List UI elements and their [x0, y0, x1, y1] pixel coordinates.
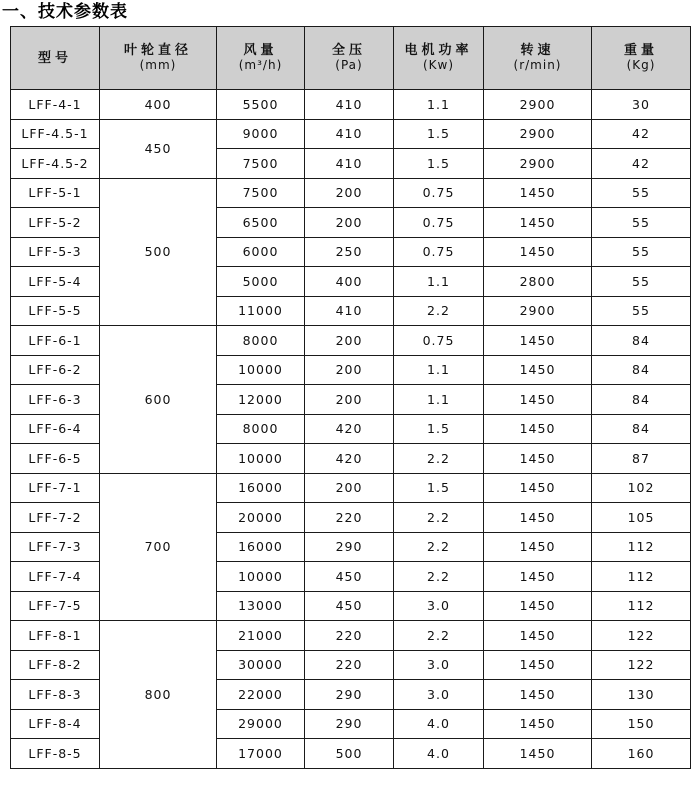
- cell-flow: 17000: [217, 739, 305, 769]
- cell-flow: 10000: [217, 562, 305, 592]
- cell-speed: 1450: [484, 385, 592, 415]
- table-row: [11, 621, 691, 651]
- cell-model: LFF-7-2: [11, 503, 100, 533]
- cell-power: 1.1: [394, 267, 484, 297]
- cell-weight: 112: [592, 591, 691, 621]
- cell-power: 1.1: [394, 385, 484, 415]
- header-diameter: 叶轮直径 (mm): [100, 27, 217, 90]
- cell-model: LFF-5-2: [11, 208, 100, 238]
- spec-table: [10, 26, 691, 769]
- cell-pressure: 400: [305, 267, 394, 297]
- cell-pressure: 250: [305, 237, 394, 267]
- cell-power: 1.5: [394, 473, 484, 503]
- cell-speed: 1450: [484, 532, 592, 562]
- cell-speed: 1450: [484, 355, 592, 385]
- cell-flow: 20000: [217, 503, 305, 533]
- header-power: 电机功率 (Kw): [394, 27, 484, 90]
- cell-speed: 1450: [484, 473, 592, 503]
- cell-model: LFF-7-3: [11, 532, 100, 562]
- cell-model: LFF-8-3: [11, 680, 100, 710]
- cell-power: 2.2: [394, 532, 484, 562]
- cell-pressure: 200: [305, 385, 394, 415]
- cell-power: 2.2: [394, 444, 484, 474]
- cell-model: LFF-8-4: [11, 709, 100, 739]
- cell-pressure: 290: [305, 532, 394, 562]
- cell-flow: 7500: [217, 149, 305, 179]
- cell-flow: 11000: [217, 296, 305, 326]
- cell-flow: 8000: [217, 326, 305, 356]
- cell-pressure: 500: [305, 739, 394, 769]
- cell-model: LFF-5-3: [11, 237, 100, 267]
- cell-weight: 87: [592, 444, 691, 474]
- cell-model: LFF-7-4: [11, 562, 100, 592]
- cell-flow: 10000: [217, 444, 305, 474]
- cell-speed: 1450: [484, 414, 592, 444]
- cell-flow: 12000: [217, 385, 305, 415]
- table-row: [11, 90, 691, 120]
- cell-pressure: 420: [305, 444, 394, 474]
- cell-speed: 1450: [484, 562, 592, 592]
- cell-pressure: 450: [305, 591, 394, 621]
- cell-weight: 84: [592, 326, 691, 356]
- cell-pressure: 450: [305, 562, 394, 592]
- cell-flow: 10000: [217, 355, 305, 385]
- cell-weight: 112: [592, 562, 691, 592]
- cell-diameter: 450: [100, 119, 217, 178]
- cell-diameter: 800: [100, 621, 217, 769]
- cell-flow: 16000: [217, 532, 305, 562]
- cell-weight: 55: [592, 208, 691, 238]
- cell-weight: 42: [592, 119, 691, 149]
- cell-model: LFF-5-4: [11, 267, 100, 297]
- cell-flow: 30000: [217, 650, 305, 680]
- table-row: [11, 178, 691, 208]
- cell-power: 3.0: [394, 680, 484, 710]
- cell-weight: 122: [592, 650, 691, 680]
- cell-pressure: 200: [305, 355, 394, 385]
- header-model: 型号: [11, 27, 100, 90]
- cell-weight: 84: [592, 385, 691, 415]
- cell-model: LFF-4.5-1: [11, 119, 100, 149]
- cell-flow: 6000: [217, 237, 305, 267]
- cell-pressure: 220: [305, 621, 394, 651]
- cell-flow: 16000: [217, 473, 305, 503]
- cell-flow: 6500: [217, 208, 305, 238]
- cell-power: 3.0: [394, 650, 484, 680]
- cell-power: 1.5: [394, 149, 484, 179]
- cell-power: 0.75: [394, 326, 484, 356]
- cell-power: 2.2: [394, 503, 484, 533]
- cell-model: LFF-6-5: [11, 444, 100, 474]
- cell-weight: 30: [592, 90, 691, 120]
- cell-speed: 1450: [484, 621, 592, 651]
- cell-model: LFF-6-3: [11, 385, 100, 415]
- cell-diameter: 700: [100, 473, 217, 621]
- cell-speed: 1450: [484, 650, 592, 680]
- cell-speed: 1450: [484, 178, 592, 208]
- cell-weight: 112: [592, 532, 691, 562]
- cell-power: 1.5: [394, 414, 484, 444]
- cell-weight: 122: [592, 621, 691, 651]
- header-speed: 转速 (r/min): [484, 27, 592, 90]
- cell-power: 1.1: [394, 355, 484, 385]
- cell-power: 2.2: [394, 296, 484, 326]
- cell-pressure: 410: [305, 90, 394, 120]
- cell-weight: 55: [592, 237, 691, 267]
- header-weight: 重量 (Kg): [592, 27, 691, 90]
- cell-pressure: 290: [305, 709, 394, 739]
- spec-table-header: [11, 27, 691, 90]
- table-row: [11, 473, 691, 503]
- cell-power: 1.1: [394, 90, 484, 120]
- cell-pressure: 410: [305, 119, 394, 149]
- cell-weight: 160: [592, 739, 691, 769]
- cell-speed: 1450: [484, 444, 592, 474]
- header-row: [11, 27, 691, 90]
- cell-power: 2.2: [394, 621, 484, 651]
- cell-flow: 5000: [217, 267, 305, 297]
- cell-model: LFF-8-1: [11, 621, 100, 651]
- cell-speed: 1450: [484, 709, 592, 739]
- cell-speed: 1450: [484, 739, 592, 769]
- cell-pressure: 410: [305, 296, 394, 326]
- table-row: [11, 326, 691, 356]
- cell-flow: 9000: [217, 119, 305, 149]
- cell-weight: 102: [592, 473, 691, 503]
- cell-flow: 8000: [217, 414, 305, 444]
- cell-power: 1.5: [394, 119, 484, 149]
- cell-model: LFF-6-2: [11, 355, 100, 385]
- cell-speed: 2900: [484, 90, 592, 120]
- cell-speed: 2900: [484, 149, 592, 179]
- spec-table-body: [11, 90, 691, 769]
- cell-speed: 2900: [484, 119, 592, 149]
- cell-model: LFF-5-1: [11, 178, 100, 208]
- cell-model: LFF-6-4: [11, 414, 100, 444]
- cell-pressure: 200: [305, 473, 394, 503]
- cell-pressure: 200: [305, 326, 394, 356]
- cell-weight: 55: [592, 178, 691, 208]
- cell-model: LFF-7-1: [11, 473, 100, 503]
- cell-diameter: 600: [100, 326, 217, 474]
- cell-speed: 1450: [484, 326, 592, 356]
- cell-model: LFF-5-5: [11, 296, 100, 326]
- cell-model: LFF-7-5: [11, 591, 100, 621]
- cell-power: 4.0: [394, 709, 484, 739]
- cell-weight: 130: [592, 680, 691, 710]
- cell-flow: 21000: [217, 621, 305, 651]
- cell-model: LFF-4-1: [11, 90, 100, 120]
- cell-pressure: 420: [305, 414, 394, 444]
- section-title: 一、技术参数表: [2, 2, 128, 22]
- cell-weight: 55: [592, 267, 691, 297]
- header-flow: 风量 (m³/h): [217, 27, 305, 90]
- cell-pressure: 220: [305, 503, 394, 533]
- cell-speed: 2900: [484, 296, 592, 326]
- cell-pressure: 200: [305, 208, 394, 238]
- cell-pressure: 200: [305, 178, 394, 208]
- cell-flow: 22000: [217, 680, 305, 710]
- cell-weight: 105: [592, 503, 691, 533]
- table-row: [11, 119, 691, 149]
- cell-speed: 1450: [484, 591, 592, 621]
- cell-power: 4.0: [394, 739, 484, 769]
- cell-weight: 84: [592, 414, 691, 444]
- cell-speed: 1450: [484, 208, 592, 238]
- cell-power: 3.0: [394, 591, 484, 621]
- cell-power: 0.75: [394, 208, 484, 238]
- cell-flow: 7500: [217, 178, 305, 208]
- cell-speed: 1450: [484, 503, 592, 533]
- cell-model: LFF-6-1: [11, 326, 100, 356]
- cell-speed: 1450: [484, 680, 592, 710]
- cell-weight: 55: [592, 296, 691, 326]
- cell-diameter: 500: [100, 178, 217, 326]
- cell-flow: 5500: [217, 90, 305, 120]
- cell-power: 0.75: [394, 178, 484, 208]
- cell-pressure: 410: [305, 149, 394, 179]
- cell-model: LFF-8-2: [11, 650, 100, 680]
- cell-weight: 150: [592, 709, 691, 739]
- header-pressure: 全压 (Pa): [305, 27, 394, 90]
- cell-flow: 13000: [217, 591, 305, 621]
- cell-speed: 1450: [484, 237, 592, 267]
- cell-model: LFF-8-5: [11, 739, 100, 769]
- cell-weight: 42: [592, 149, 691, 179]
- cell-pressure: 220: [305, 650, 394, 680]
- cell-speed: 2800: [484, 267, 592, 297]
- cell-pressure: 290: [305, 680, 394, 710]
- cell-diameter: 400: [100, 90, 217, 120]
- cell-power: 2.2: [394, 562, 484, 592]
- cell-power: 0.75: [394, 237, 484, 267]
- cell-flow: 29000: [217, 709, 305, 739]
- cell-model: LFF-4.5-2: [11, 149, 100, 179]
- cell-weight: 84: [592, 355, 691, 385]
